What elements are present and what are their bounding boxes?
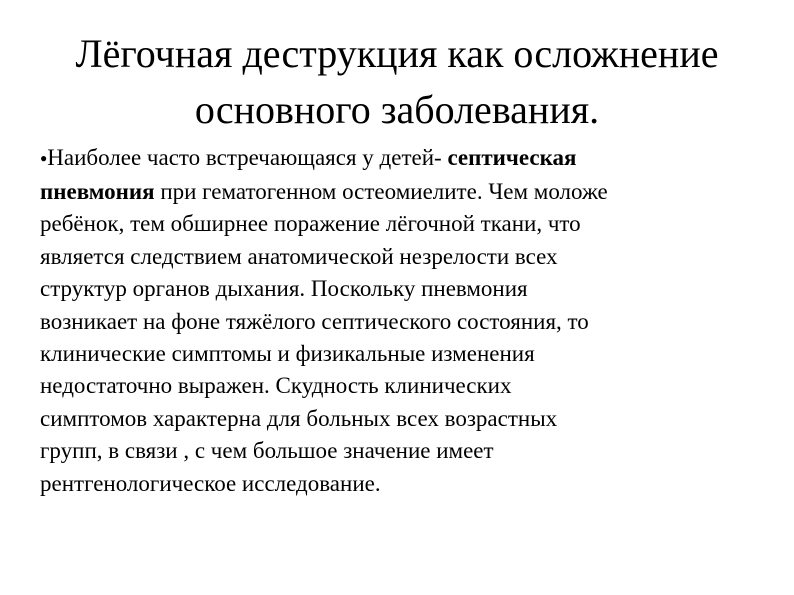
paragraph-line: рентгенологическое исследование. <box>40 470 381 496</box>
paragraph-line: недостаточно выражен. Скудность клинических <box>40 373 512 399</box>
paragraph-line: ребёнок, тем обширнее поражение лёгочной ткани, что <box>40 211 581 237</box>
bullet-icon: ● <box>40 150 48 165</box>
bold-term-septic: септическая <box>447 145 577 170</box>
bold-term-pneumonia: пневмония <box>40 178 155 204</box>
title-line-2: основного заболевания. <box>194 87 600 132</box>
paragraph-line-2 <box>40 176 760 208</box>
title-line-1: Лёгочная деструкция как осложнение <box>75 31 719 76</box>
paragraph-text: при гематогенном остеомиелите. Чем моложе <box>154 178 608 204</box>
paragraph-line-1 <box>40 142 760 176</box>
body-paragraph <box>40 142 760 500</box>
paragraph-line: является следствием анатомической незрелости всех <box>40 243 558 269</box>
paragraph-line: возникает на фоне тяжёлого септического состояния, то <box>40 308 589 334</box>
slide-title <box>20 26 774 138</box>
paragraph-line: структур органов дыхания. Поскольку пневмония <box>40 276 528 302</box>
paragraph-line: групп, в связи , с чем большое значение имеет <box>40 438 494 464</box>
paragraph-line: клинические симптомы и физикальные изменения <box>40 340 535 366</box>
paragraph-line: симптомов характерна для больных всех возрастных <box>40 405 558 431</box>
paragraph-text: Наиболее часто встречающаяся у детей- <box>47 145 448 170</box>
